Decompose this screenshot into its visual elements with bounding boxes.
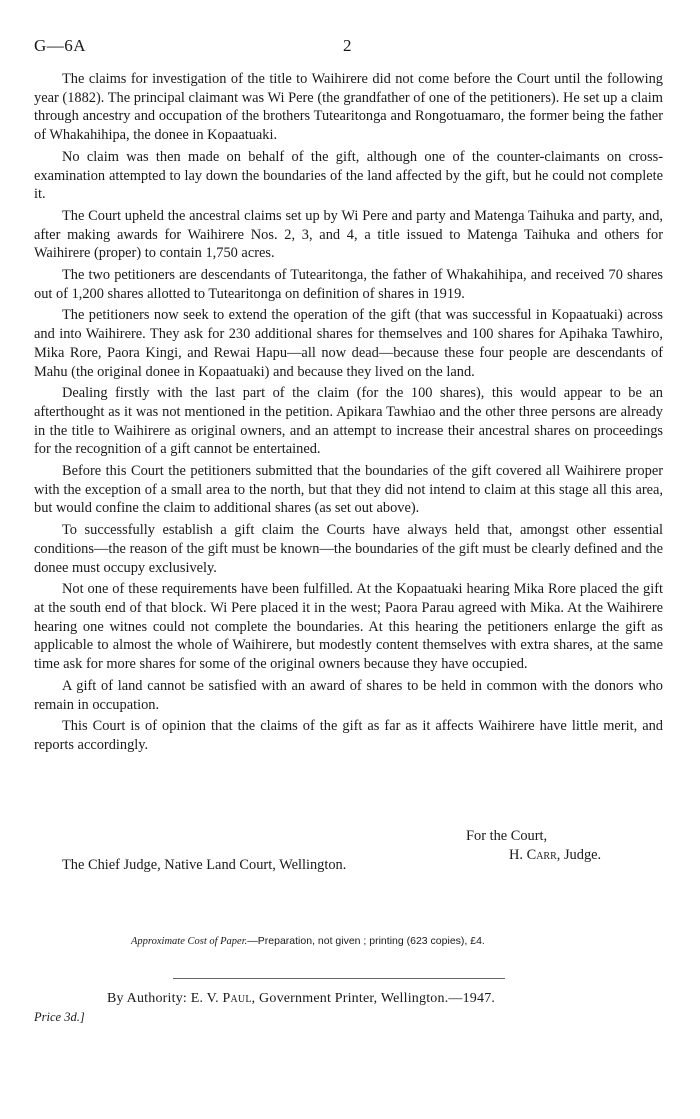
signature-title: , Judge. bbox=[556, 847, 602, 863]
divider-rule bbox=[173, 978, 505, 979]
cost-text: —Preparation, not given ; printing (623 copies), £4. bbox=[247, 935, 485, 947]
paragraph: Not one of these requirements have been fulfilled. At the Kopaatuaki hearing Mika Rore placed the gift at the south end of that block. Wi Pere placed it in the west; Paora Parau agreed with Mika. At the Waihirere hearing one witnes could not complete the boundaries. At this hearing the petitioners enlarge the gift as applicable to almost the whole of Waihirere, but modestly content themselves with extra shares, at the same time ask for more shares for some of the original owners because they have occupied. bbox=[34, 581, 663, 673]
document-code: G—6A bbox=[34, 36, 87, 55]
authority-suffix: , Government Printer, Wellington.—1947. bbox=[251, 991, 496, 1006]
paragraph: This Court is of opinion that the claims of the gift as far as it affects Waihirere have little merit, and reports accordingly. bbox=[34, 718, 663, 753]
price-note: Price 3d.] bbox=[34, 1010, 85, 1024]
printer-imprint bbox=[107, 991, 495, 1007]
paragraph: A gift of land cannot be satisfied with an award of shares to be held in common with the donors who remain in occupation. bbox=[34, 677, 663, 713]
authority-prefix: By Authority: E. V. bbox=[107, 991, 223, 1006]
signature-for-line: For the Court, bbox=[466, 828, 548, 844]
cost-label: Approximate Cost of Paper. bbox=[131, 936, 248, 947]
paragraph: The petitioners now seek to extend the operation of the gift (that was successful in Kopaatuaki) across and into Waihirere. They ask for 230 additional shares for themselves and 100 shares for Apihaka Tawhiro, Mika Rore, Paora Kingi, and Rewai Hapu—all now dead—because these four people are descendants of Mahu (the original donee in Kopaatuaki) and because they lived on the land. bbox=[34, 307, 663, 380]
signature-name bbox=[509, 846, 601, 865]
paragraph: The claims for investigation of the title to Waihirere did not come before the Court until the following year (1882). The principal claimant was Wi Pere (the grandfather of one of the petitioners). He set up a claim through ancestry and occupation of the brothers Tutearitonga and Rongotuamaro, the former being the father of Whakahihipa, the donee in Kopaatuaki. bbox=[34, 71, 663, 144]
printer-name: Paul bbox=[222, 991, 252, 1006]
printing-cost-note bbox=[131, 935, 485, 947]
signature-surname: Carr bbox=[526, 847, 557, 863]
paragraph: To successfully establish a gift claim the Courts have always held that, amongst other essential conditions—the reason of the gift must be known—the boundaries of the gift must be clearly defined and the donee must occupy exclusively. bbox=[34, 522, 663, 576]
report-body bbox=[34, 70, 663, 758]
addressee: The Chief Judge, Native Land Court, Wellington. bbox=[62, 857, 347, 873]
paragraph: Before this Court the petitioners submitted that the boundaries of the gift covered all Waihirere proper with the exception of a small area to the north, but that they did not intend to claim at this stage all this area, but would confine the claim to additional shares (as set out above). bbox=[34, 463, 663, 517]
paragraph: The two petitioners are descendants of Tutearitonga, the father of Whakahihipa, and received 70 shares out of 1,200 shares allotted to Tutearitonga on definition of shares in 1919. bbox=[34, 267, 663, 302]
paragraph: Dealing firstly with the last part of the claim (for the 100 shares), this would appear to be an afterthought as it was not mentioned in the petition. Apikara Tawhiao and the other three persons are already in the title to Waihirere as original owners, and an attempt to increase their ancestral shares on proceedings for the recognition of a gift cannot be entertained. bbox=[34, 385, 663, 458]
page-number: 2 bbox=[343, 36, 352, 55]
paragraph: No claim was then made on behalf of the gift, although one of the counter-claimants on cross-examination attempted to lay down the boundaries of the land affected by the gift, but he could not complete it. bbox=[34, 148, 663, 203]
paragraph: The Court upheld the ancestral claims set up by Wi Pere and party and Matenga Taihuka and party, and, after making awards for Waihirere Nos. 2, 3, and 4, a title issued to Matenga Taihuka and others for Waihirere (proper) to contain 1,750 acres. bbox=[34, 207, 663, 262]
signature-initial: H. bbox=[509, 847, 527, 863]
